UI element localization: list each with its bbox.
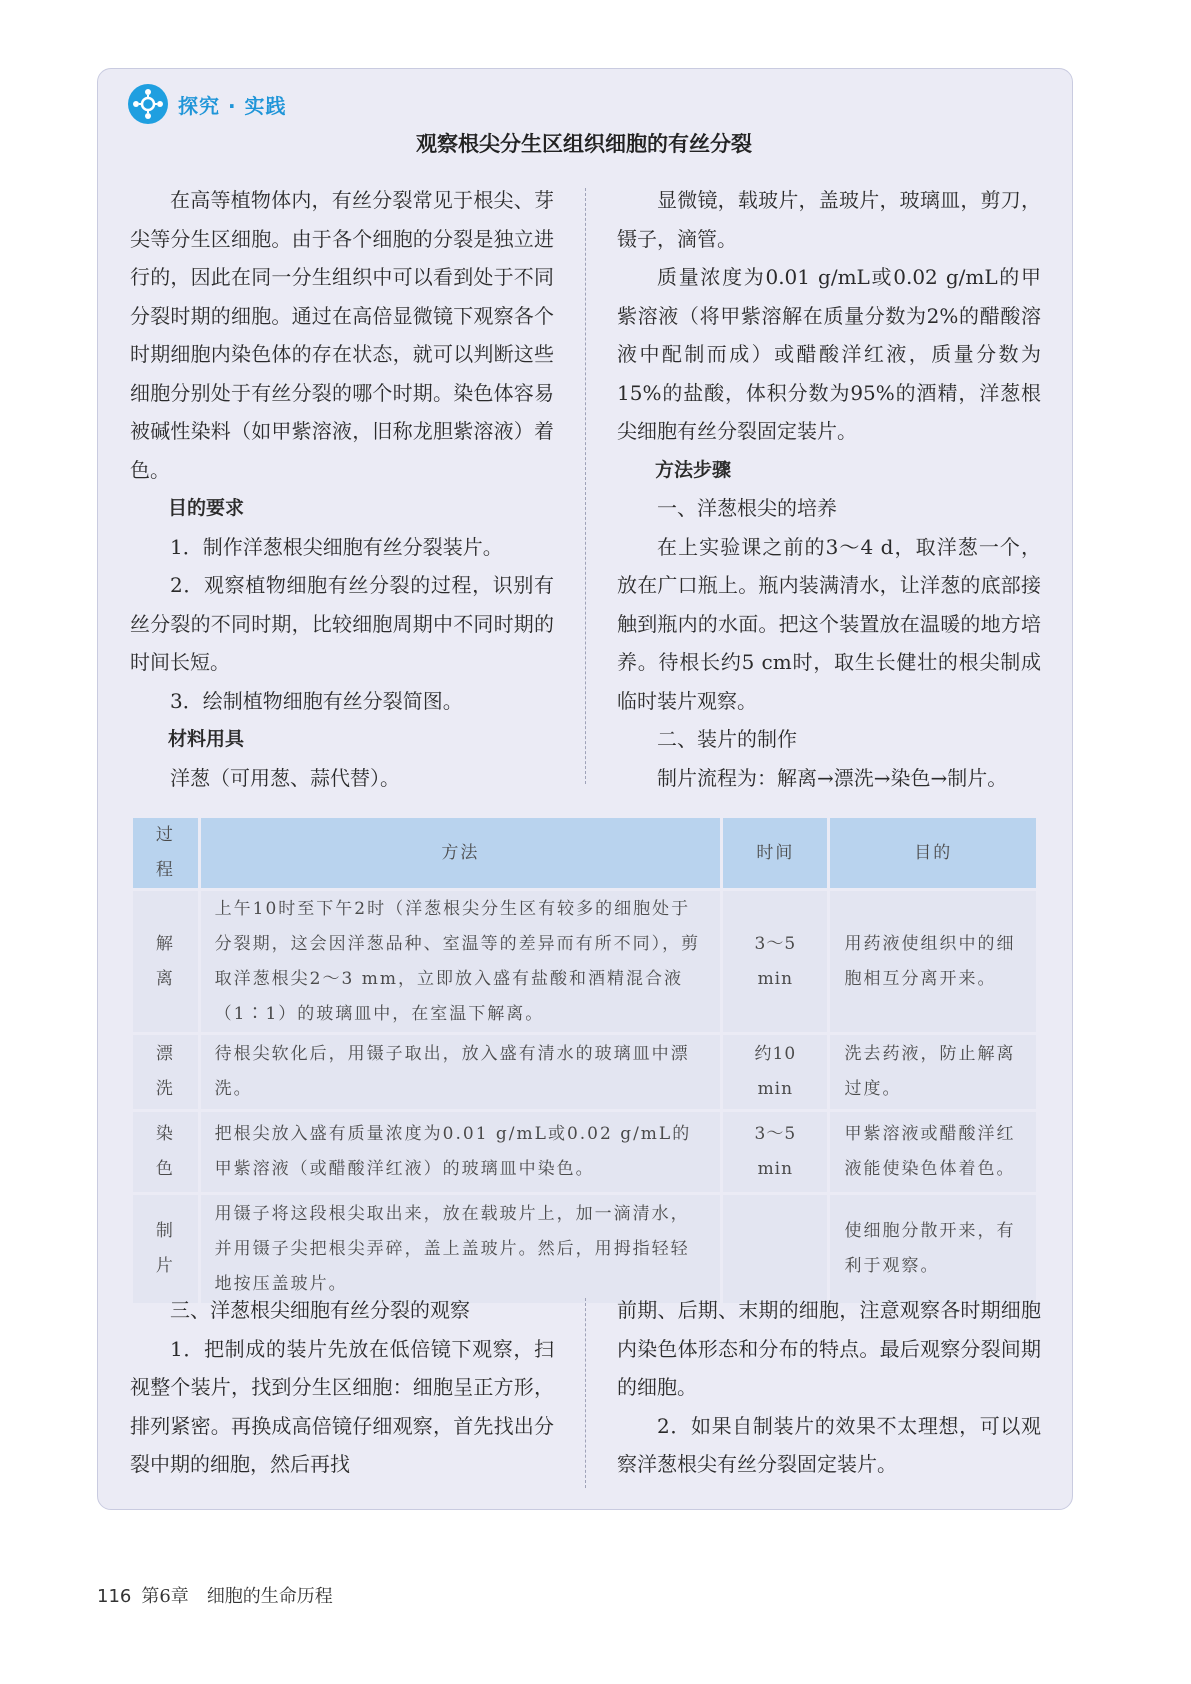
time-cell: 3～5 min (723, 1112, 827, 1192)
table-row (133, 891, 1036, 1032)
paragraph: 1．制作洋葱根尖细胞有丝分裂装片。 (170, 534, 503, 559)
paragraph: 三、洋葱根尖细胞有丝分裂的观察 (170, 1298, 470, 1322)
paragraph: 一、洋葱根尖的培养 (657, 496, 837, 520)
paragraph: 洋葱（可用葱、蒜代替）。 (170, 765, 400, 790)
section-header (128, 84, 287, 124)
page-title: 观察根尖分生区组织细胞的有丝分裂 (416, 132, 752, 156)
subheading: 材料用具 (168, 728, 245, 750)
table-header-row (133, 818, 1036, 888)
table-header-cell: 方法 (201, 818, 721, 888)
paragraph: 在上实验课之前的3～4 d，取洋葱一个，放在广口瓶上。瓶内装满清水，让洋葱的底部接触到瓶内的水面。把这个装置放在温暖的地方培养。待根长约5 cm时，取生长健壮的根尖制成临时装片观察。 (617, 534, 1041, 713)
chapter-number: 第6章 (141, 1586, 189, 1607)
paragraph: 显微镜，载玻片，盖玻片，玻璃皿，剪刀，镊子，滴管。 (617, 188, 1041, 251)
time-cell: 约10 min (723, 1035, 827, 1109)
table-row (133, 1112, 1036, 1192)
table-header-cell: 目的 (830, 818, 1036, 888)
paragraph: 2．如果自制装片的效果不太理想，可以观察洋葱根尖有丝分裂固定装片。 (617, 1413, 1041, 1476)
molecule-icon (128, 84, 168, 124)
column-bottom-right (617, 1291, 1041, 1484)
table-header-cell: 过程 (133, 818, 198, 888)
purpose-cell: 洗去药液，防止解离过度。 (830, 1035, 1036, 1109)
paragraph: 1．把制成的装片先放在低倍镜下观察，扫视整个装片，找到分生区细胞：细胞呈正方形，排列紧密。再换成高倍镜仔细观察，首先找出分裂中期的细胞，然后再找 (130, 1336, 554, 1476)
subheading: 方法步骤 (655, 458, 732, 481)
column-divider (585, 188, 586, 784)
paragraph: 二、装片的制作 (657, 727, 797, 751)
page-number: 116 (97, 1586, 132, 1607)
procedure-table (130, 815, 1039, 1306)
purpose-cell: 甲紫溶液或醋酸洋红液能使染色体着色。 (830, 1112, 1036, 1192)
column-bottom-left (130, 1291, 554, 1484)
method-cell: 用镊子将这段根尖取出来，放在载玻片上，加一滴清水，并用镊子尖把根尖弄碎，盖上盖玻片。然后，用拇指轻轻地按压盖玻片。 (201, 1195, 721, 1303)
paragraph: 前期、后期、末期的细胞，注意观察各时期细胞内染色体形态和分布的特点。最后观察分裂间期的细胞。 (617, 1298, 1041, 1399)
paragraph: 3．绘制植物细胞有丝分裂简图。 (170, 688, 463, 713)
paragraph: 2．观察植物细胞有丝分裂的过程，识别有丝分裂的不同时期，比较细胞周期中不同时期的时间长短。 (130, 573, 554, 674)
subheading: 目的要求 (168, 497, 245, 519)
table-row (133, 1035, 1036, 1109)
section-label: 探究 · 实践 (178, 93, 287, 118)
table-header-cell: 时间 (723, 818, 827, 888)
column-right (617, 181, 1041, 797)
process-cell: 解离 (133, 891, 198, 1032)
method-cell: 待根尖软化后，用镊子取出，放入盛有清水的玻璃皿中漂洗。 (201, 1035, 721, 1109)
method-cell: 上午10时至下午2时（洋葱根尖分生区有较多的细胞处于分裂期，这会因洋葱品种、室温等的差异而有所不同），剪取洋葱根尖2～3 mm，立即放入盛有盐酸和酒精混合液（1∶1）的玻璃皿中，在室温下解离。 (201, 891, 721, 1032)
column-divider (585, 1298, 586, 1488)
time-cell: 3～5 min (723, 891, 827, 1032)
column-left (130, 181, 554, 797)
paragraph: 在高等植物体内，有丝分裂常见于根尖、芽尖等分生区细胞。由于各个细胞的分裂是独立进行的，因此在同一分生组织中可以看到处于不同分裂时期的细胞。通过在高倍显微镜下观察各个时期细胞内染色体的存在状态，就可以判断这些细胞分别处于有丝分裂的哪个时期。染色体容易被碱性染料（如甲紫溶液，旧称龙胆紫溶液）着色。 (130, 188, 554, 482)
page-footer (97, 1582, 333, 1608)
table-row (133, 1195, 1036, 1303)
process-cell: 制片 (133, 1195, 198, 1303)
time-cell (723, 1195, 827, 1303)
paragraph: 质量浓度为0.01 g/mL或0.02 g/mL的甲紫溶液（将甲紫溶解在质量分数为2%的醋酸溶液中配制而成）或醋酸洋红液，质量分数为15%的盐酸，体积分数为95%的酒精，洋葱根尖细胞有丝分裂固定装片。 (617, 265, 1041, 443)
method-cell: 把根尖放入盛有质量浓度为0.01 g/mL或0.02 g/mL的甲紫溶液（或醋酸洋红液）的玻璃皿中染色。 (201, 1112, 721, 1192)
purpose-cell: 使细胞分散开来，有利于观察。 (830, 1195, 1036, 1303)
purpose-cell: 用药液使组织中的细胞相互分离开来。 (830, 891, 1036, 1032)
paragraph: 制片流程为：解离→漂洗→染色→制片。 (657, 765, 1008, 790)
chapter-title: 细胞的生命历程 (206, 1586, 333, 1607)
process-cell: 染色 (133, 1112, 198, 1192)
process-cell: 漂洗 (133, 1035, 198, 1109)
